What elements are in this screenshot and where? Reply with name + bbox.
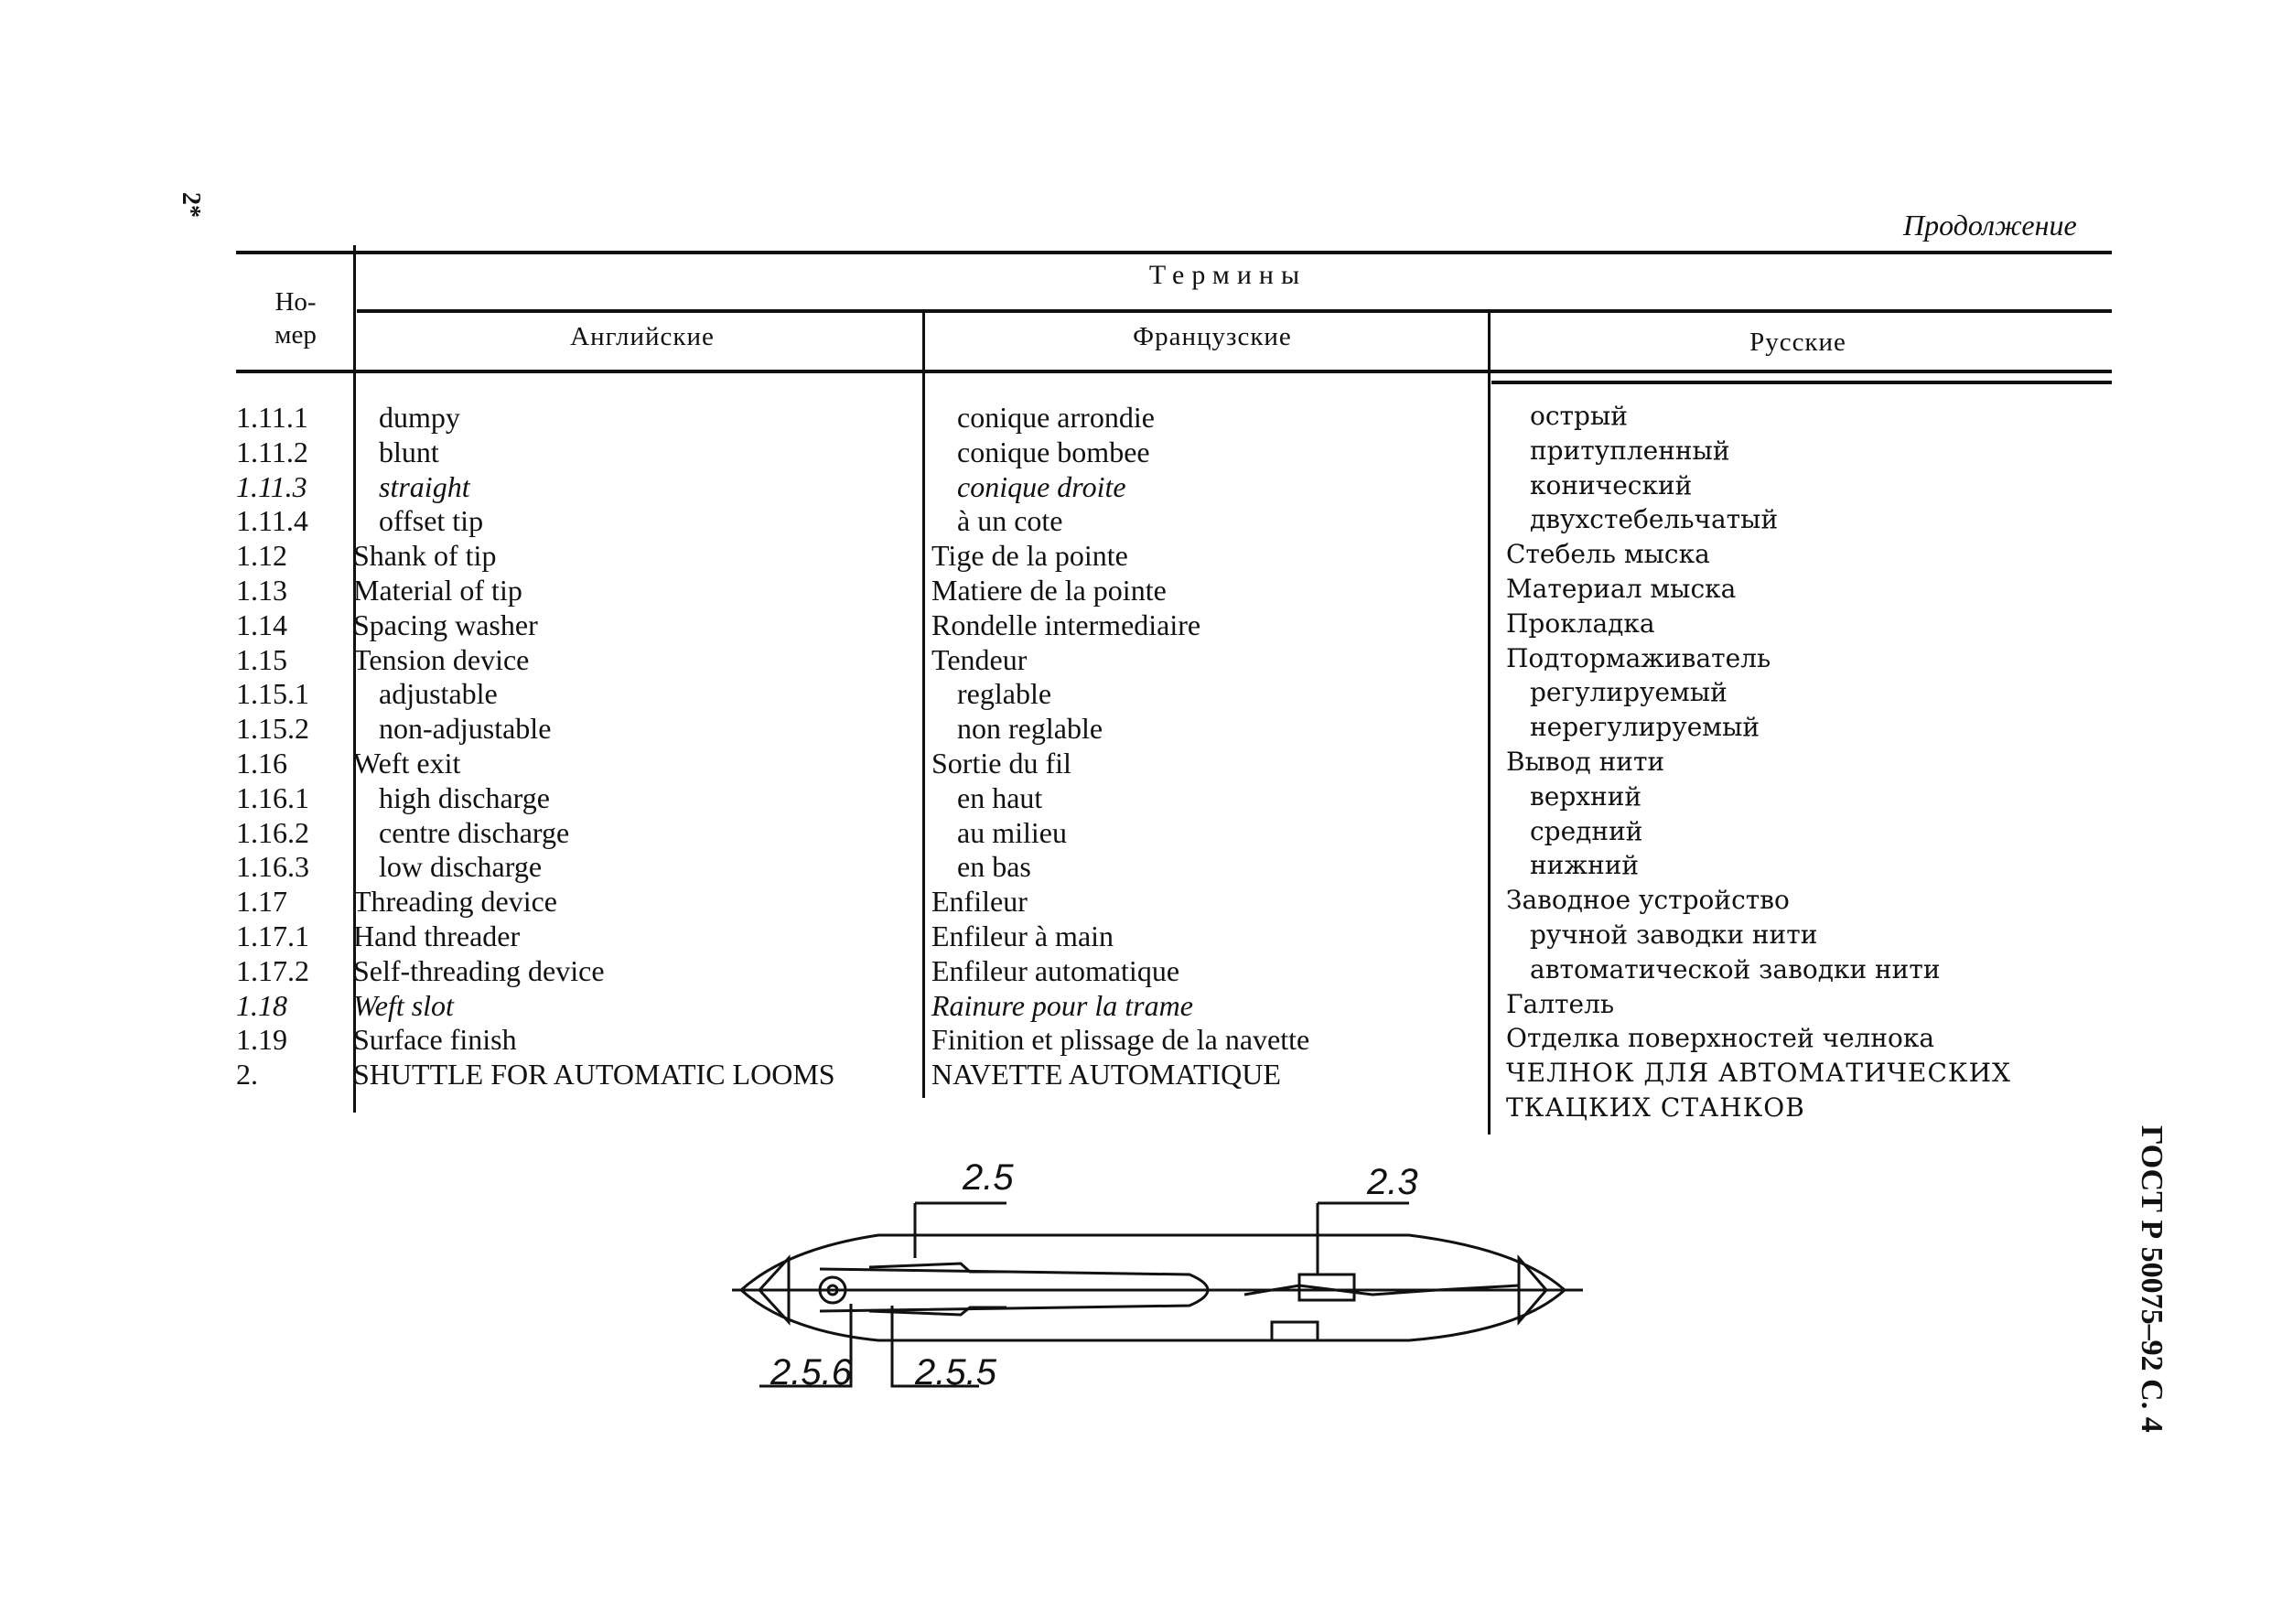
term-number: 1.15.2 [236,712,309,746]
term-russian: Материал мыска [1506,574,1737,604]
table-row [0,1023,2271,1058]
term-french: reglable [957,677,1052,711]
term-english: straight [379,469,470,503]
term-number: 1.11.1 [236,401,308,434]
term-russian: ручной заводки нити [1530,920,1818,950]
margin-mark: 2* [177,192,205,218]
term-english: Material of tip [353,574,522,607]
term-english: Weft slot [353,988,454,1022]
term-russian: регулируемый [1530,677,1727,708]
table-row [0,401,2271,436]
header-russian: Русские [1749,328,1846,357]
label-2-5: 2.5 [963,1157,1014,1198]
header-french: Французские [1133,322,1292,351]
table-row [0,712,2271,747]
term-russian: верхний [1530,780,1642,812]
term-french: Tendeur [931,642,1028,676]
term-french: Enfileur [931,885,1028,919]
term-english: Hand threader [353,920,521,952]
term-french: à un cote [957,504,1063,538]
term-russian: конический [1530,469,1693,500]
term-english: Surface finish [353,1023,517,1057]
term-russian: нерегулируемый [1530,712,1760,743]
term-number: 1.17.1 [236,920,309,952]
term-french: Sortie du fil [931,747,1071,780]
term-english: adjustable [379,677,498,711]
term-number: 1.17 [236,885,287,919]
header-bottom-rule [236,370,2112,373]
term-english: Weft exit [353,747,461,780]
leader-2-3 [1318,1203,1409,1274]
table-row [0,1058,2271,1124]
term-number: 1.18 [236,988,287,1022]
term-english: centre discharge [379,815,570,849]
table-row [0,608,2271,643]
table-row [0,920,2271,954]
term-russian-continued: ТКАЦКИХ СТАНКОВ [1506,1092,1805,1124]
term-french: NAVETTE AUTOMATIQUE [931,1058,1281,1092]
label-2-3: 2.3 [1367,1162,1418,1202]
term-english: low discharge [379,850,543,884]
term-english: blunt [379,435,439,468]
term-french: conique arrondie [957,401,1155,434]
term-french: en haut [957,780,1043,814]
side-document-label: ГОСТ Р 50075–92 С. 4 [2135,1125,2169,1433]
term-english: Shank of tip [353,539,497,573]
table-row [0,816,2271,851]
term-french: conique droite [957,469,1126,503]
terms-under-rule [357,309,2112,313]
term-french: non reglable [957,712,1103,746]
term-russian: средний [1530,815,1643,846]
term-english: high discharge [379,780,550,814]
term-french: conique bombee [957,435,1150,468]
term-number: 2. [236,1058,258,1092]
term-russian: притупленный [1530,435,1730,466]
term-number: 1.11.4 [236,504,308,538]
term-number: 1.12 [236,539,287,573]
table-row [0,747,2271,781]
term-french: Rondelle intermediaire [931,608,1201,641]
term-russian: острый [1530,401,1628,431]
header-terms: Термины [1148,260,1308,290]
term-english: SHUTTLE FOR AUTOMATIC LOOMS [353,1058,835,1092]
term-russian: нижний [1530,850,1640,881]
term-number: 1.19 [236,1023,287,1057]
term-number: 1.17.2 [236,953,309,987]
term-french: Rainure pour la trame [931,988,1193,1022]
term-french: Finition et plissage de la navette [931,1023,1310,1057]
term-number: 1.11.2 [236,435,308,468]
term-number: 1.15.1 [236,677,309,711]
term-number: 1.14 [236,608,287,641]
table-row [0,885,2271,920]
term-number: 1.16.1 [236,780,309,814]
term-french: Enfileur à main [931,920,1114,952]
term-russian: Подтормаживатель [1506,642,1771,673]
term-number: 1.13 [236,574,287,607]
continued-label: Продолжение [1903,209,2077,242]
table-row [0,574,2271,608]
term-french: au milieu [957,815,1067,849]
table-row [0,989,2271,1024]
shuttle-drawing [732,1148,1592,1423]
term-french: en bas [957,850,1031,884]
table-row [0,504,2271,539]
header-english: Английские [570,322,715,351]
shuttle-outline [741,1235,1565,1340]
table-row [0,677,2271,712]
term-english: non-adjustable [379,712,552,746]
term-french: Enfileur automatique [931,953,1180,987]
label-2-5-6: 2.5.6 [770,1352,852,1393]
term-russian: Стебель мыска [1506,539,1710,570]
term-english: Threading device [353,885,557,919]
header-number: Но- мер [274,287,317,350]
term-english: Self-threading device [353,953,605,987]
term-russian: Прокладка [1506,608,1655,639]
table-row [0,643,2271,678]
table-row [0,436,2271,470]
term-english: offset tip [379,504,484,538]
term-russian: ЧЕЛНОК ДЛЯ АВТОМАТИЧЕСКИХ [1506,1058,2011,1089]
term-english: dumpy [379,401,460,434]
table-row [0,470,2271,505]
term-french: Matiere de la pointe [931,574,1167,607]
table-row [0,954,2271,989]
weft-exit [1272,1322,1318,1340]
term-english: Tension device [353,642,530,676]
leader-2-5 [915,1203,1006,1258]
term-russian: Заводное устройство [1506,885,1790,916]
term-number: 1.11.3 [236,469,307,503]
label-2-5-5: 2.5.5 [915,1352,996,1393]
term-russian: Галтель [1506,988,1615,1019]
table-top-rule [236,251,2112,254]
term-russian: автоматической заводки нити [1530,953,1941,984]
term-french: Tige de la pointe [931,539,1128,573]
body-top-rule [1491,381,2112,384]
term-english: Spacing washer [353,608,538,641]
term-number: 1.15 [236,642,287,676]
term-number: 1.16.3 [236,850,309,884]
table-row [0,539,2271,574]
table-row [0,850,2271,885]
term-number: 1.16.2 [236,815,309,849]
term-russian: двухстебельчатый [1530,504,1779,535]
table-row [0,781,2271,816]
term-russian: Отделка поверхностей челнока [1506,1023,1935,1054]
term-number: 1.16 [236,747,287,780]
term-russian: Вывод нити [1506,747,1665,777]
